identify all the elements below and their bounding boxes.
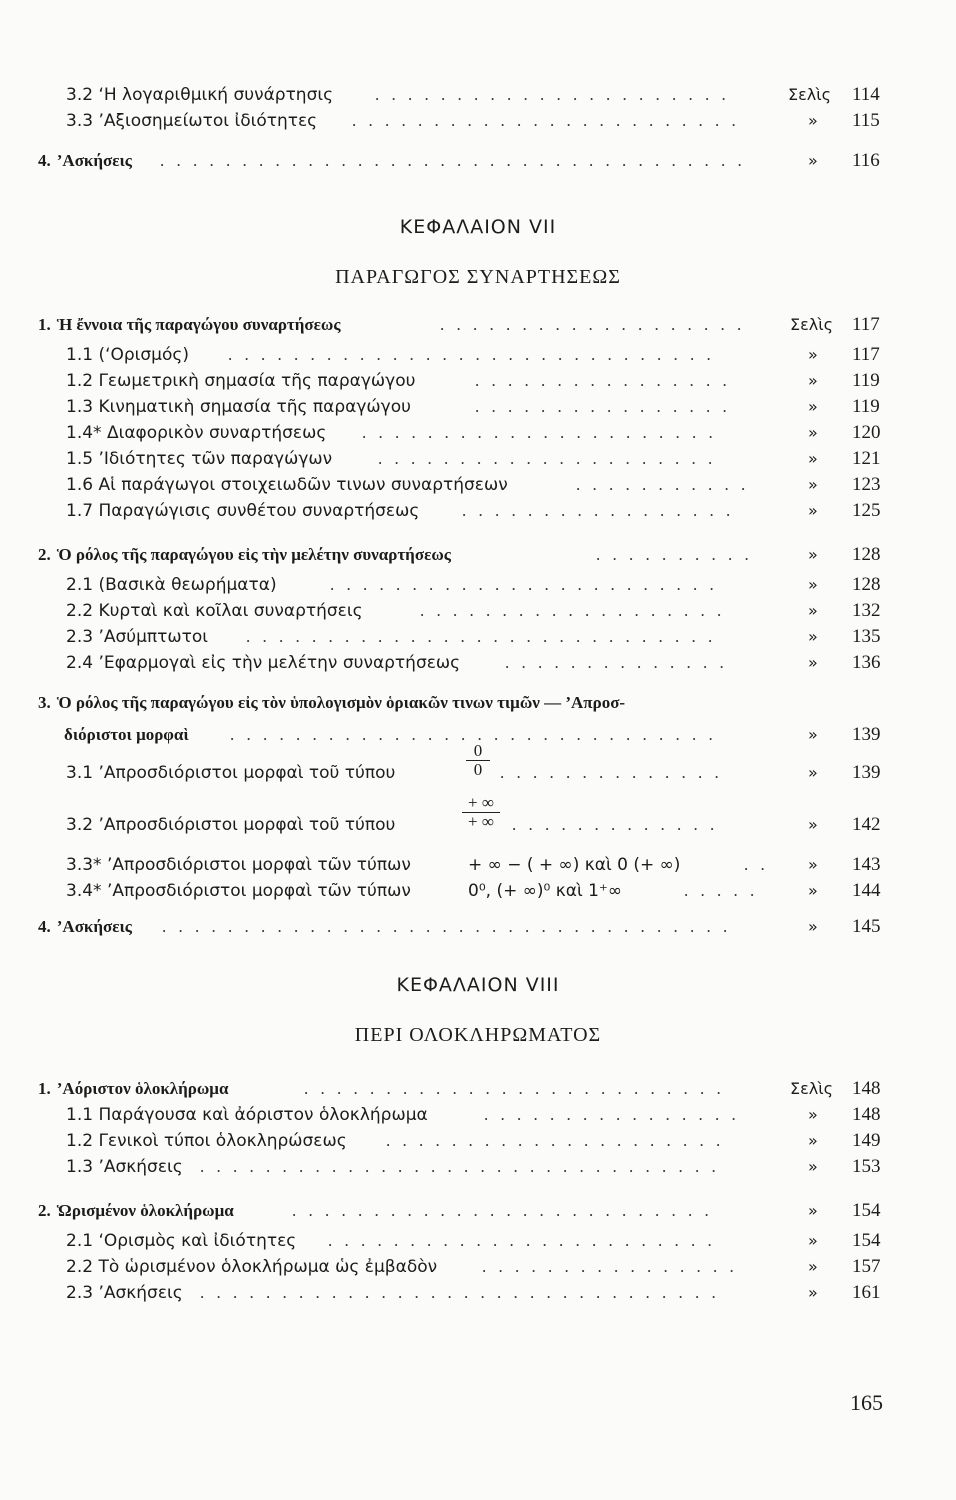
leader-dots: . . . . . . . . . . . . . . . . . . . . . . . . . . [304, 1079, 725, 1098]
leader-dots: . . . . . . . . . . . . . . [500, 763, 723, 782]
page-ref-marker: » [808, 371, 818, 390]
leader-dots: . . . . . . . . . . . . . . . . . . . . . . [362, 423, 717, 442]
page-ref-marker: » [808, 627, 818, 646]
entry-label: 1.3 ’Ασκήσεις [66, 1157, 183, 1177]
entry-label: 3.4* ’Απροσδιόριστοι μορφαὶ τῶν τύπων [66, 881, 411, 901]
section-number: 2. [38, 545, 51, 564]
leader-dots: . . . . . . . . . . . . . . . . . . . . . . . . [352, 111, 740, 130]
page-ref-marker: » [808, 815, 818, 834]
entry-label: 1.2 Γενικοὶ τύποι ὁλοκληρώσεως [66, 1131, 347, 1151]
fraction-denominator: + ∞ [468, 812, 494, 831]
page-number: 119 [852, 396, 880, 417]
leader-dots: . . . . . . . . . . . . . . . . . . . . . . . . . . . . . . . . . . . . [160, 151, 746, 170]
fraction-numerator: + ∞ [468, 793, 494, 812]
chapter-heading: ΚΕΦΑΛΑΙΟΝ VIII [396, 974, 560, 996]
toc-entry [0, 793, 956, 840]
toc-entry [0, 496, 956, 526]
entry-label: 1.3 Κινηματικὴ σημασία τῆς παραγώγου [66, 397, 411, 417]
entry-label: 1.5 ’Ιδιότητες τῶν παραγώγων [66, 449, 333, 469]
page-ref-marker: Σελὶς [790, 1079, 834, 1098]
page-number: 115 [852, 110, 880, 131]
section-number: 3. [38, 693, 51, 712]
entry-label: 1.4* Διαφορικὸν συναρτήσεως [66, 423, 327, 443]
math-expression: 0⁰, (+ ∞)⁰ καὶ 1⁺∞ [468, 881, 623, 901]
leader-dots: . . . . . . . . . . [596, 545, 753, 564]
leader-dots: . . . . . . . . . . . . . . . . . . . [420, 601, 726, 620]
page-number: 114 [852, 84, 880, 105]
math-expression: + ∞ − ( + ∞) καὶ 0 (+ ∞) [468, 855, 681, 875]
page-number: 154 [852, 1200, 881, 1221]
entry-label: 2.4 ’Εφαρμογαὶ εἰς τὴν μελέτην συναρτήσεως [66, 653, 461, 673]
section-label [38, 688, 625, 718]
page-ref-marker: » [808, 1157, 818, 1176]
page-ref-marker: » [808, 855, 818, 874]
page-number: 116 [852, 150, 880, 171]
leader-dots: . . . . . . . . . . . . . . . . . . . . . . . . . . . . . [246, 627, 717, 646]
page-ref-marker: » [808, 475, 818, 494]
folio-page-number: 165 [850, 1390, 883, 1415]
toc-section [0, 1196, 956, 1226]
chapter-title: ΠΕΡΙ ΟΛΟΚΛΗΡΩΜΑΤΟΣ [354, 1024, 602, 1046]
section-number: 1. [38, 315, 51, 334]
leader-dots: . . . . . . . . . . . . . . . . . . . . . . [375, 85, 730, 104]
section-label [38, 1196, 234, 1226]
entry-label: 2.3 ’Ασύμπτωτοι [66, 627, 208, 647]
page-ref-marker: » [808, 763, 818, 782]
page-number: 120 [852, 422, 881, 443]
entry-label: 2.2 Κυρταὶ καὶ κοῖλαι συναρτήσεις [66, 601, 363, 621]
page-ref-marker: » [808, 1257, 818, 1276]
page-number: 148 [852, 1104, 881, 1125]
toc-entry [0, 106, 956, 136]
leader-dots: . . . . . . . . . . . . . . . . [484, 1105, 740, 1124]
page-number: 143 [852, 854, 881, 875]
section-label [38, 310, 341, 340]
page-ref-marker: » [808, 917, 818, 936]
page-number: 123 [852, 474, 881, 495]
page-ref-marker: » [808, 449, 818, 468]
section-title: ’Ασκήσεις [56, 917, 132, 936]
toc-section [0, 310, 956, 340]
page-number: 119 [852, 370, 880, 391]
toc-section [0, 688, 956, 718]
page-number: 121 [852, 448, 881, 469]
entry-label: 1.1 Παράγουσα καὶ ἀόριστον ὁλοκλήρωμα [66, 1105, 428, 1125]
section-number: 4. [38, 917, 51, 936]
leader-dots: . . . . . . . . . . . . . . . . . . . . . [386, 1131, 725, 1150]
page-number: 144 [852, 880, 881, 901]
section-label [38, 146, 132, 176]
page-ref-marker: » [808, 397, 818, 416]
fraction [462, 794, 500, 831]
page-ref-marker: » [808, 1231, 818, 1250]
page-ref-marker: » [808, 111, 818, 130]
page-ref-marker: » [808, 725, 818, 744]
page-ref-marker: » [808, 653, 818, 672]
page-ref-marker: » [808, 1283, 818, 1302]
page-number: 135 [852, 626, 881, 647]
leader-dots: . . . . . . . . . . . . . . . . [482, 1257, 738, 1276]
page-ref-marker: » [808, 1105, 818, 1124]
page-number: 149 [852, 1130, 881, 1151]
entry-label: 2.2 Τὸ ὡρισμένον ὁλοκλήρωμα ὡς ἐμβαδὸν [66, 1257, 438, 1277]
leader-dots: . . . . . . . . . . . . . . . . . . . . . . . . . . . . . . . . . . . [162, 917, 732, 936]
section-title: Ὁ ρόλος τῆς παραγώγου εἰς τὴν μελέτην συναρτήσεως [56, 545, 451, 564]
fraction [466, 742, 490, 779]
entry-label: 1.7 Παραγώγισις συνθέτου συναρτήσεως [66, 501, 420, 521]
page-number: 132 [852, 600, 881, 621]
page-ref-marker: » [808, 345, 818, 364]
page-number: 157 [852, 1256, 881, 1277]
leader-dots: . . . . . . . . . . . . . . . . . . . . . . . . . . [292, 1201, 713, 1220]
page-ref-marker: » [808, 151, 818, 170]
leader-dots: . . . . . . . . . . . . . . . . . . . . . . . . . . . . . . . . [200, 1157, 720, 1176]
entry-label: 2.1 (Βασικὰ θεωρήματα) [66, 575, 277, 595]
toc-entry [0, 1152, 956, 1182]
leader-dots: . . . . . . . . . . . . . . . . [475, 397, 731, 416]
page-number: 117 [852, 344, 880, 365]
leader-dots: . . [744, 855, 769, 874]
leader-dots: . . . . . . . . . . . . . . [505, 653, 728, 672]
entry-label: 3.1 ’Απροσδιόριστοι μορφαὶ τοῦ τύπου [66, 763, 396, 783]
section-number: 4. [38, 151, 51, 170]
page-ref-marker: Σελὶς [788, 85, 832, 104]
toc-section [0, 540, 956, 570]
section-label [38, 540, 451, 570]
page-number: 128 [852, 544, 881, 565]
section-title-line2: διόριστοι μορφαὶ [64, 725, 189, 744]
page-number: 117 [852, 314, 880, 335]
section-title-line1: Ὁ ρόλος τῆς παραγώγου εἰς τὸν ὑπολογισμὸν ὁριακῶν τινων τιμῶν — ’Απροσ- [56, 693, 626, 712]
toc-section [0, 912, 956, 942]
leader-dots: . . . . . . . . . . . [576, 475, 750, 494]
section-label [38, 912, 132, 942]
leader-dots: . . . . . . . . . . . . . . . . . . . . . [378, 449, 717, 468]
page-ref-marker: Σελὶς [790, 315, 834, 334]
page-number: 139 [852, 724, 881, 745]
entry-label: 1.2 Γεωμετρικὴ σημασία τῆς παραγώγου [66, 371, 416, 391]
entry-label: 2.3 ’Ασκήσεις [66, 1283, 183, 1303]
section-number: 1. [38, 1079, 51, 1098]
entry-label: 1.1 (‘Ορισμός) [66, 345, 190, 365]
toc-entry [0, 1278, 956, 1308]
leader-dots: . . . . . . . . . . . . . . . . . . . [440, 315, 746, 334]
leader-dots: . . . . . . . . . . . . . . . . . [462, 501, 735, 520]
toc-section [0, 146, 956, 176]
page-number: 125 [852, 500, 881, 521]
page-number: 136 [852, 652, 881, 673]
section-title: ’Ασκήσεις [56, 151, 132, 170]
entry-label: 3.3* ’Απροσδιόριστοι μορφαὶ τῶν τύπων [66, 855, 411, 875]
toc-entry [0, 741, 956, 788]
page-ref-marker: » [808, 575, 818, 594]
leader-dots: . . . . . . . . . . . . . . . . . . . . . . . . [328, 1231, 716, 1250]
entry-label: 2.1 ‘Ορισμὸς καὶ ἰδιότητες [66, 1231, 297, 1251]
entry-label: 3.3 ’Αξιοσημείωτοι ἰδιότητες [66, 111, 318, 131]
page-number: 128 [852, 574, 881, 595]
page-ref-marker: » [808, 1201, 818, 1220]
page-ref-marker: » [808, 545, 818, 564]
entry-label: 3.2 ’Απροσδιόριστοι μορφαὶ τοῦ τύπου [66, 815, 396, 835]
page-number: 142 [852, 814, 881, 835]
page-number: 161 [852, 1282, 881, 1303]
leader-dots: . . . . . . . . . . . . . . . . . . . . . . . . . . . . . . [230, 725, 717, 744]
chapter-title: ΠΑΡΑΓΩΓΟΣ ΣΥΝΑΡΤΗΣΕΩΣ [335, 266, 621, 288]
leader-dots: . . . . . . . . . . . . . . . . . . . . . . . . . . . . . . . . [200, 1283, 720, 1302]
page-number: 153 [852, 1156, 881, 1177]
page-number: 145 [852, 916, 881, 937]
page-ref-marker: » [808, 423, 818, 442]
toc-entry [0, 648, 956, 678]
leader-dots: . . . . . . . . . . . . . . . . . . . . . . . . . . . . . . [228, 345, 715, 364]
page-ref-marker: » [808, 601, 818, 620]
chapter-heading: ΚΕΦΑΛΑΙΟΝ VII [399, 216, 557, 238]
page-number: 154 [852, 1230, 881, 1251]
page-number: 139 [852, 762, 881, 783]
fraction-numerator: 0 [473, 741, 483, 760]
section-title: Ὡρισμένον ὁλοκλήρωμα [56, 1201, 234, 1220]
leader-dots: . . . . . . . . . . . . . [512, 815, 719, 834]
section-number: 2. [38, 1201, 51, 1220]
entry-label: 1.6 Αἱ παράγωγοι στοιχειωδῶν τινων συναρτήσεων [66, 475, 508, 495]
section-title: ’Αόριστον ὁλοκλήρωμα [56, 1079, 229, 1098]
page-number: 148 [852, 1078, 881, 1099]
entry-label: 3.2 ‘Η λογαριθμική συνάρτησις [66, 85, 334, 105]
leader-dots: . . . . . [684, 881, 759, 900]
leader-dots: . . . . . . . . . . . . . . . . . . . . . . . . [330, 575, 718, 594]
page-ref-marker: » [808, 1131, 818, 1150]
toc-entry [0, 876, 956, 906]
page-ref-marker: » [808, 501, 818, 520]
page-ref-marker: » [808, 881, 818, 900]
fraction-denominator: 0 [473, 760, 483, 779]
leader-dots: . . . . . . . . . . . . . . . . [475, 371, 731, 390]
section-title: Ἡ ἔννοια τῆς παραγώγου συναρτήσεως [56, 315, 341, 334]
